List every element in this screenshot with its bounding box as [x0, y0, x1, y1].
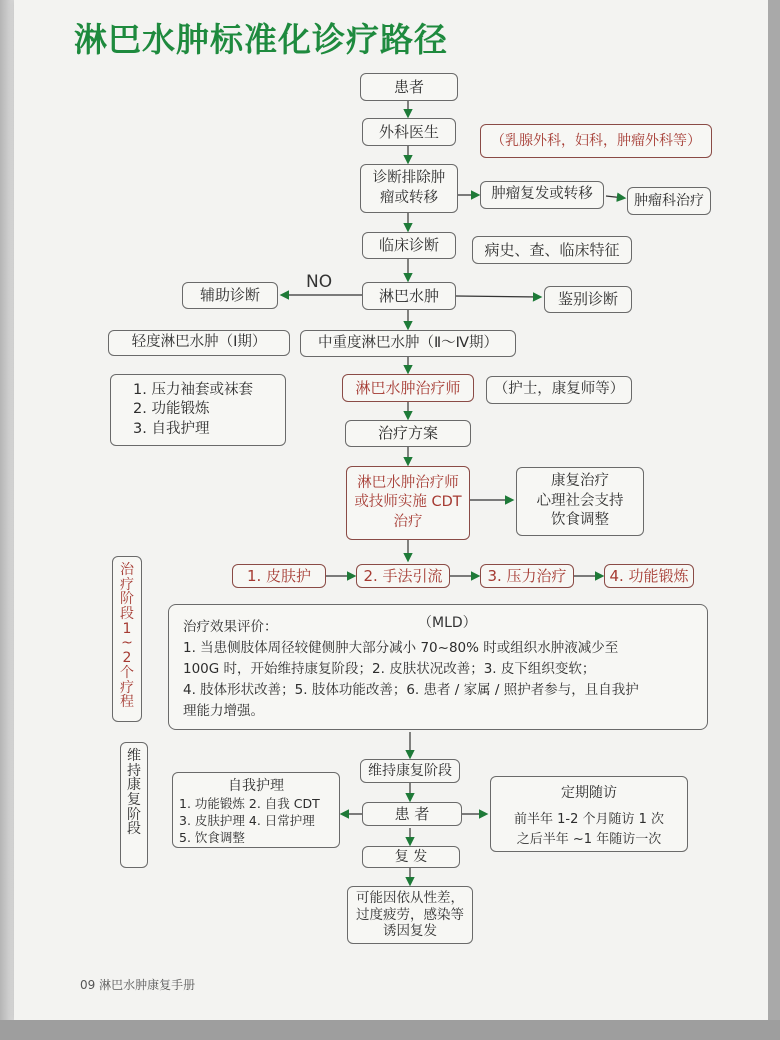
node-step4: 4. 功能锻炼: [604, 564, 694, 588]
node-relapse: 复 发: [362, 846, 460, 868]
selfcare-line: 5. 饮食调整: [179, 829, 245, 845]
followup-box: [490, 776, 688, 852]
node-plan: 治疗方案: [345, 420, 471, 447]
phase-maintain-label: 维持康复阶段: [120, 742, 148, 868]
phase-treatment-label: 治疗阶段1~2个疗程: [112, 556, 142, 722]
arrow-right: [456, 296, 540, 297]
followup-title: 定期随访: [561, 785, 617, 801]
node-patient-followup: 患 者: [362, 802, 462, 826]
node-moderate: 中重度淋巴水肿（Ⅱ～Ⅳ期）: [300, 330, 516, 357]
selfcare-title: 自我护理: [228, 778, 284, 794]
node-mild-list: 1. 压力袖套或袜套 2. 功能锻炼 3. 自我护理: [110, 374, 286, 446]
node-mild: 轻度淋巴水肿（Ⅰ期）: [108, 330, 290, 356]
page-title: 淋巴水肿标准化诊疗路径: [74, 20, 448, 59]
node-therapist: 淋巴水肿治疗师: [342, 374, 474, 402]
node-diff-dx: 鉴别诊断: [544, 286, 632, 313]
node-rehab: 康复治疗 心理社会支持 饮食调整: [516, 467, 644, 536]
mld-label: （MLD）: [418, 615, 477, 631]
node-relapse-cause: 可能因依从性差， 过度疲劳，感染等 诱因复发: [347, 886, 473, 944]
node-surgeon: 外科医生: [362, 118, 456, 146]
node-diagnose-exclude: 诊断排除肿 瘤或转移: [360, 164, 458, 213]
node-oncology: 肿瘤科治疗: [627, 187, 711, 215]
node-tumor-recur: 肿瘤复发或转移: [480, 181, 604, 209]
followup-line: 之后半年 ~1 年随访一次: [516, 831, 662, 847]
selfcare-line: 3. 皮肤护理 4. 日常护理: [179, 812, 315, 828]
eval-line: 1. 当患侧肢体周径较健侧肿大部分减小 70~80% 时或组织水肿液减少至: [183, 639, 619, 656]
selfcare-box: [172, 772, 340, 848]
node-therapist-note: （护士，康复师等）: [486, 376, 632, 404]
eval-line: 100G 时，开始维持康复阶段；2. 皮肤状况改善；3. 皮下组织变软；: [183, 660, 596, 677]
node-clinical-dx: 临床诊断: [362, 232, 456, 259]
node-surgeon-note: （乳腺外科，妇科，肿瘤外科等）: [480, 124, 712, 158]
node-patient: 患者: [360, 73, 458, 101]
followup-line: 前半年 1-2 个月随访 1 次: [513, 812, 665, 827]
node-step3: 3. 压力治疗: [480, 564, 574, 588]
node-maintain: 维持康复阶段: [360, 759, 460, 783]
no-label: NO: [306, 272, 333, 292]
selfcare-line: 1. 功能锻炼 2. 自我 CDT: [179, 795, 320, 811]
node-cdt: 淋巴水肿治疗师 或技师实施 CDT 治疗: [346, 466, 470, 540]
node-aux-dx: 辅助诊断: [182, 282, 278, 309]
node-clinical-dx-note: 病史、查、临床特征: [472, 236, 632, 264]
eval-title: 治疗效果评价：: [183, 619, 278, 635]
arrow-right: [606, 196, 624, 198]
node-lymphedema: 淋巴水肿: [362, 282, 456, 310]
page-footer: 09 淋巴水肿康复手册: [80, 978, 196, 992]
eval-line: 理能力增强。: [183, 702, 264, 719]
node-step2: 2. 手法引流: [356, 564, 450, 588]
eval-line: 4. 肢体形状改善；5. 肢体功能改善；6. 患者 / 家属 / 照护者参与，且自我护: [183, 681, 639, 698]
node-step1: 1. 皮肤护: [232, 564, 326, 588]
